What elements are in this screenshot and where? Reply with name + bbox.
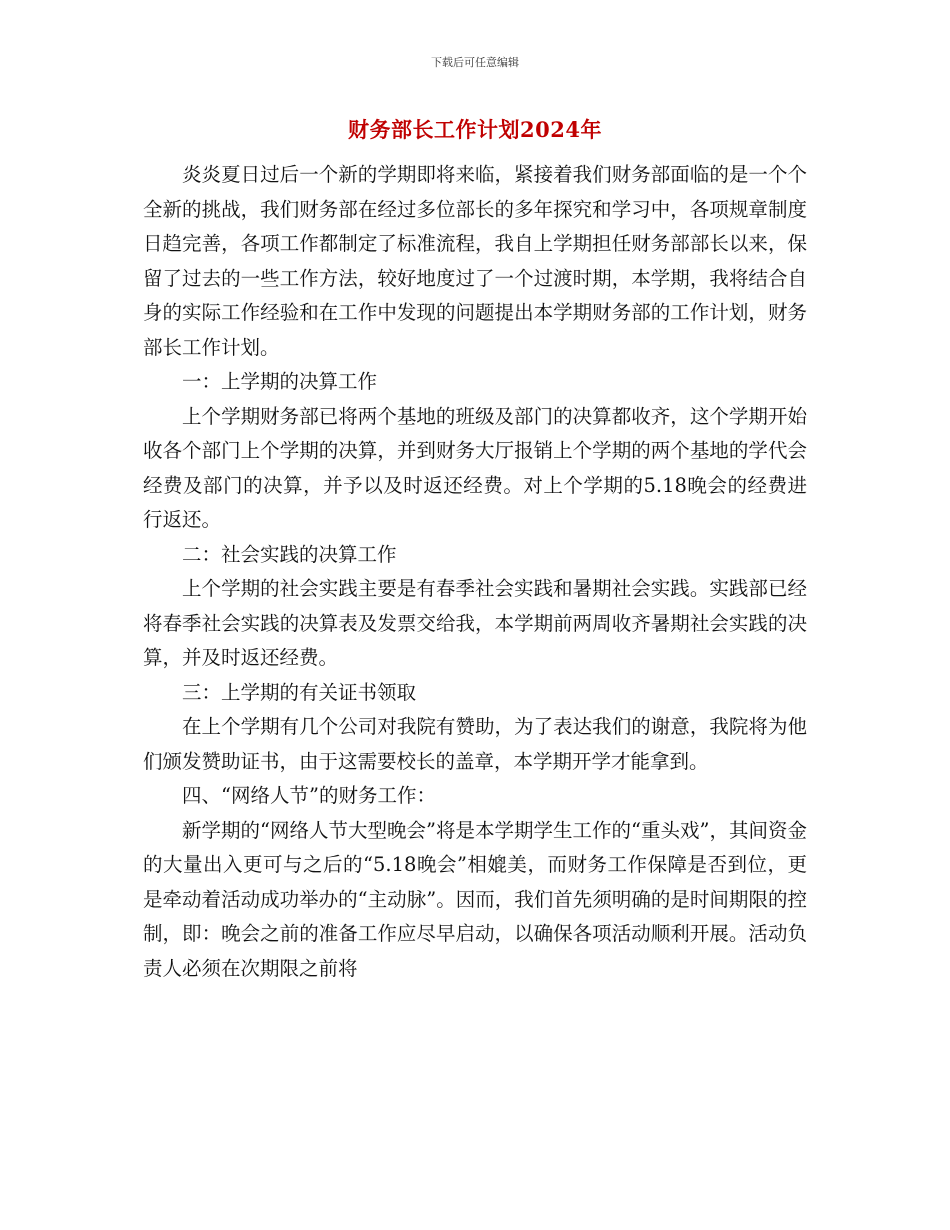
- paragraph-section-4: 新学期的“网络人节大型晚会”将是本学期学生工作的“重头戏”，其间资金的大量出入更可与之后的“5.18晚会”相媲美，而财务工作保障是否到位，更是牵动着活动成功举办的“主动脉”。因而，我们首先须明确的是时间期限的控制，即：晚会之前的准备工作应尽早启动，以确保各项活动顺利开展。活动负责人必须在次期限之前将: [143, 818, 807, 980]
- section-heading-3: 三：上学期的有关证书领取: [182, 680, 417, 704]
- paragraph-intro: 炎炎夏日过后一个新的学期即将来临，紧接着我们财务部面临的是一个个全新的挑战，我们财务部在经过多位部长的多年探究和学习中，各项规章制度日趋完善，各项工作都制定了标准流程，我自上学期担任财务部部长以来，保留了过去的一些工作方法，较好地度过了一个过渡时期，本学期，我将结合自身的实际工作经验和在工作中发现的问题提出本学期财务部的工作计划，财务部长工作计划。: [143, 163, 807, 359]
- section-heading-2: 二：社会实践的决算工作: [182, 542, 397, 566]
- paragraph-section-1: 上个学期财务部已将两个基地的班级及部门的决算都收齐，这个学期开始收各个部门上个学期的决算，并到财务大厅报销上个学期的两个基地的学代会经费及部门的决算，并予以及时返还经费。对上个学期的5.18晚会的经费进行返还。: [143, 404, 807, 531]
- document-title: 财务部长工作计划2024年: [348, 117, 602, 142]
- paragraph-section-3: 在上个学期有几个公司对我院有赞助，为了表达我们的谢意，我院将为他们颁发赞助证书，由于这需要校长的盖章，本学期开学才能拿到。: [143, 715, 807, 773]
- header-note: 下载后可任意编辑: [431, 56, 519, 69]
- section-heading-1: 一：上学期的决算工作: [182, 370, 378, 393]
- section-heading-4: 四、“网络人节”的财务工作：: [182, 784, 436, 807]
- document-body: [143, 158, 807, 986]
- paragraph-section-2: 上个学期的社会实践主要是有春季社会实践和暑期社会实践。实践部已经将春季社会实践的决算表及发票交给我，本学期前两周收齐暑期社会实践的决算，并及时返还经费。: [143, 577, 807, 669]
